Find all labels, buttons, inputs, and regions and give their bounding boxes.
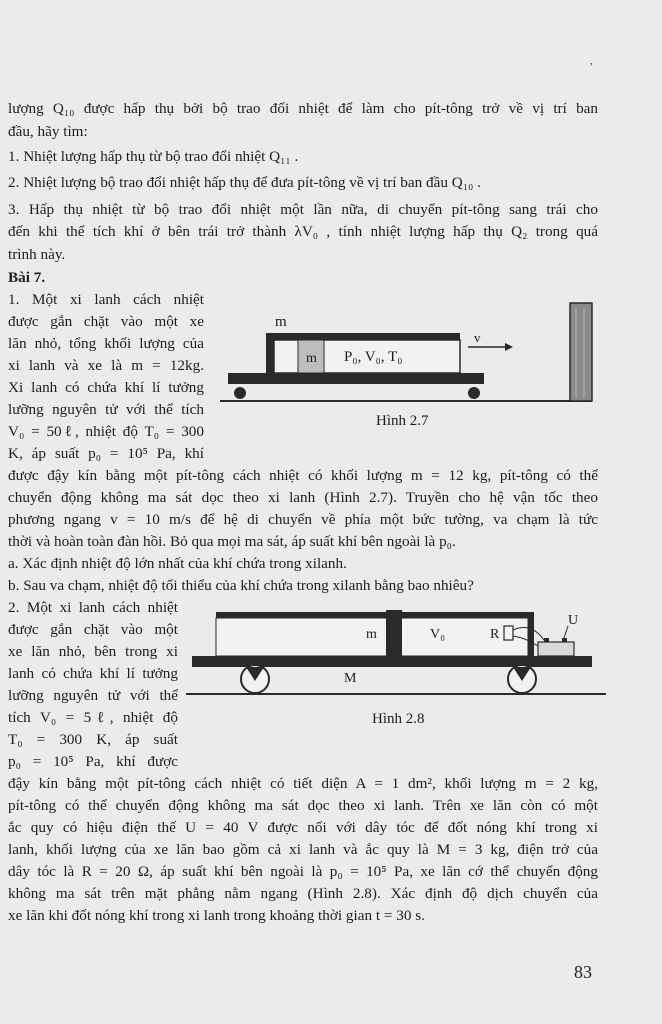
resistor-icon (504, 626, 513, 640)
battery-icon (538, 642, 574, 656)
question-1: 1. Nhiệt lượng hấp thụ từ bộ trao đổi nhiệt Q₁₁ . (8, 148, 299, 165)
text-line: được đậy kín bằng một pít-tông cách nhiệt có khối lượng m = 12 kg, pít-tông có thể (8, 467, 598, 484)
piston (386, 610, 402, 656)
text-line: lăn nhỏ, tổng khối lượng của (8, 335, 204, 352)
text-line: pít-tông có thể chuyển động không ma sát dọc theo xi lanh. Trên xe lăn còn có một (8, 797, 598, 814)
text-line: K, áp suất p₀ = 10⁵ Pa, khí (8, 445, 204, 462)
question-3-cont: trình này. (8, 246, 66, 263)
text-line: xe lăn khi đốt nóng khí trong xi lanh trong khoảng thời gian t = 30 s. (8, 907, 425, 924)
figure-caption: Hình 2.7 (376, 413, 429, 429)
text-line: được gắn chặt vào một xe (8, 313, 204, 330)
text-line: lưỡng nguyên tử với thể tích (8, 401, 204, 418)
resistor-label: R (490, 627, 500, 642)
gas-volume-label: V₀ (430, 627, 445, 642)
text-line: chuyển động không ma sát dọc theo xi lanh (Hình 2.7). Truyền cho hệ vận tốc theo (8, 489, 598, 506)
text-line: xi lanh và xe là m = 12kg. (8, 357, 204, 374)
cylinder-top-wall (266, 333, 460, 340)
velocity-label: v (474, 330, 481, 345)
sub-question-a: a. Xác định nhiệt độ lớn nhất của khí chứa trong xilanh. (8, 555, 347, 572)
figure-caption: Hình 2.8 (372, 711, 425, 727)
text-line: ắc quy có hiệu điện thế U = 40 V được nối với dây tóc để đốt nóng khí trong xi (8, 819, 598, 836)
pointer-line (564, 626, 568, 638)
piston-mass-label: m (366, 627, 377, 642)
cart-mass-label: M (344, 671, 357, 686)
text-line: lượng Q₁₀ được hấp thụ bởi bộ trao đổi nhiệt để làm cho pít-tông trở về vị trí ban (8, 100, 598, 117)
text-line: đậy kín bằng một pít-tông cách nhiệt có tiết diện A = 1 dm², khối lượng m = 2 kg, (8, 775, 598, 792)
text-line: không ma sát trên mặt phẳng nằm ngang (Hình 2.8). Xác định độ dịch chuyển của (8, 885, 598, 902)
text-line: 1. Một xi lanh cách nhiệt (8, 291, 204, 308)
text-line: 2. Một xi lanh cách nhiệt (8, 599, 178, 616)
text-line: dây tóc là R = 20 Ω, áp suất khí bên ngoài là p₀ = 10⁵ Pa, xe lăn cớ thể chuyển động (8, 863, 598, 880)
question-3-cont: đến khi thể tích khí ở bên trái trở thành λV₀ , tính nhiệt lượng hấp thụ Q₂ trong quá (8, 223, 598, 240)
cart-platform (228, 373, 484, 384)
text-line: tích V₀ = 5ℓ, nhiệt độ (8, 709, 178, 726)
cart-wheel (234, 387, 246, 399)
cylinder-top-wall (216, 612, 534, 618)
page-mark: , (590, 56, 593, 67)
text-line: V₀ = 50ℓ, nhiệt độ T₀ = 300 (8, 423, 204, 440)
battery-terminal (562, 638, 567, 642)
text-line: xe lăn nhỏ, bên trong xi (8, 643, 178, 660)
question-2: 2. Nhiệt lượng bộ trao đổi nhiệt hấp thụ để đưa pít-tông về vị trí ban đầu Q₁₀ . (8, 174, 481, 191)
arrow-head-icon (505, 343, 513, 351)
text-line: lanh, khối lượng của xe lăn bao gồm cả xi lanh và ắc quy là M = 3 kg, điện trở của (8, 841, 598, 858)
cylinder-left-wall (266, 333, 274, 373)
figure-2-7 (220, 300, 600, 432)
text-line: lưỡng nguyên tử với thể (8, 687, 178, 704)
battery-terminal (544, 638, 549, 642)
text-line: đầu, hãy tìm: (8, 123, 88, 140)
text-line: lanh có chứa khí lí tưởng (8, 665, 178, 682)
piston-mass-label: m (306, 351, 317, 366)
text-line: T₀ = 300 K, áp suất (8, 731, 178, 748)
cart-wheel (468, 387, 480, 399)
gas-state-label: P₀, V₀, T₀ (344, 349, 403, 365)
sub-question-b: b. Sau va chạm, nhiệt độ tối thiểu của khí chứa trong xilanh bằng bao nhiêu? (8, 577, 474, 594)
text-line: được gắn chặt vào một (8, 621, 178, 638)
text-line: Xi lanh có chứa khí lí tưởng (8, 379, 204, 396)
figure-2-8 (186, 604, 606, 736)
wall (570, 303, 592, 401)
page-number: 83 (574, 962, 592, 982)
cylinder-right-wall (528, 612, 534, 656)
mass-label-top: m (275, 314, 287, 330)
question-3: 3. Hấp thụ nhiệt từ bộ trao đổi nhiệt một lần nữa, di chuyển pít-tông sang trái cho (8, 201, 598, 218)
text-line: thời và hoàn toàn đàn hồi. Bỏ qua mọi ma sát, áp suất khí bên ngoài là p₀. (8, 533, 456, 550)
exercise-title: Bài 7. (8, 269, 46, 286)
text-line: p₀ = 10⁵ Pa, khí được (8, 753, 178, 770)
voltage-label: U (568, 613, 579, 628)
text-line: phương ngang v = 10 m/s để hệ di chuyển về phía một bức tường, va chạm là tức (8, 511, 598, 528)
